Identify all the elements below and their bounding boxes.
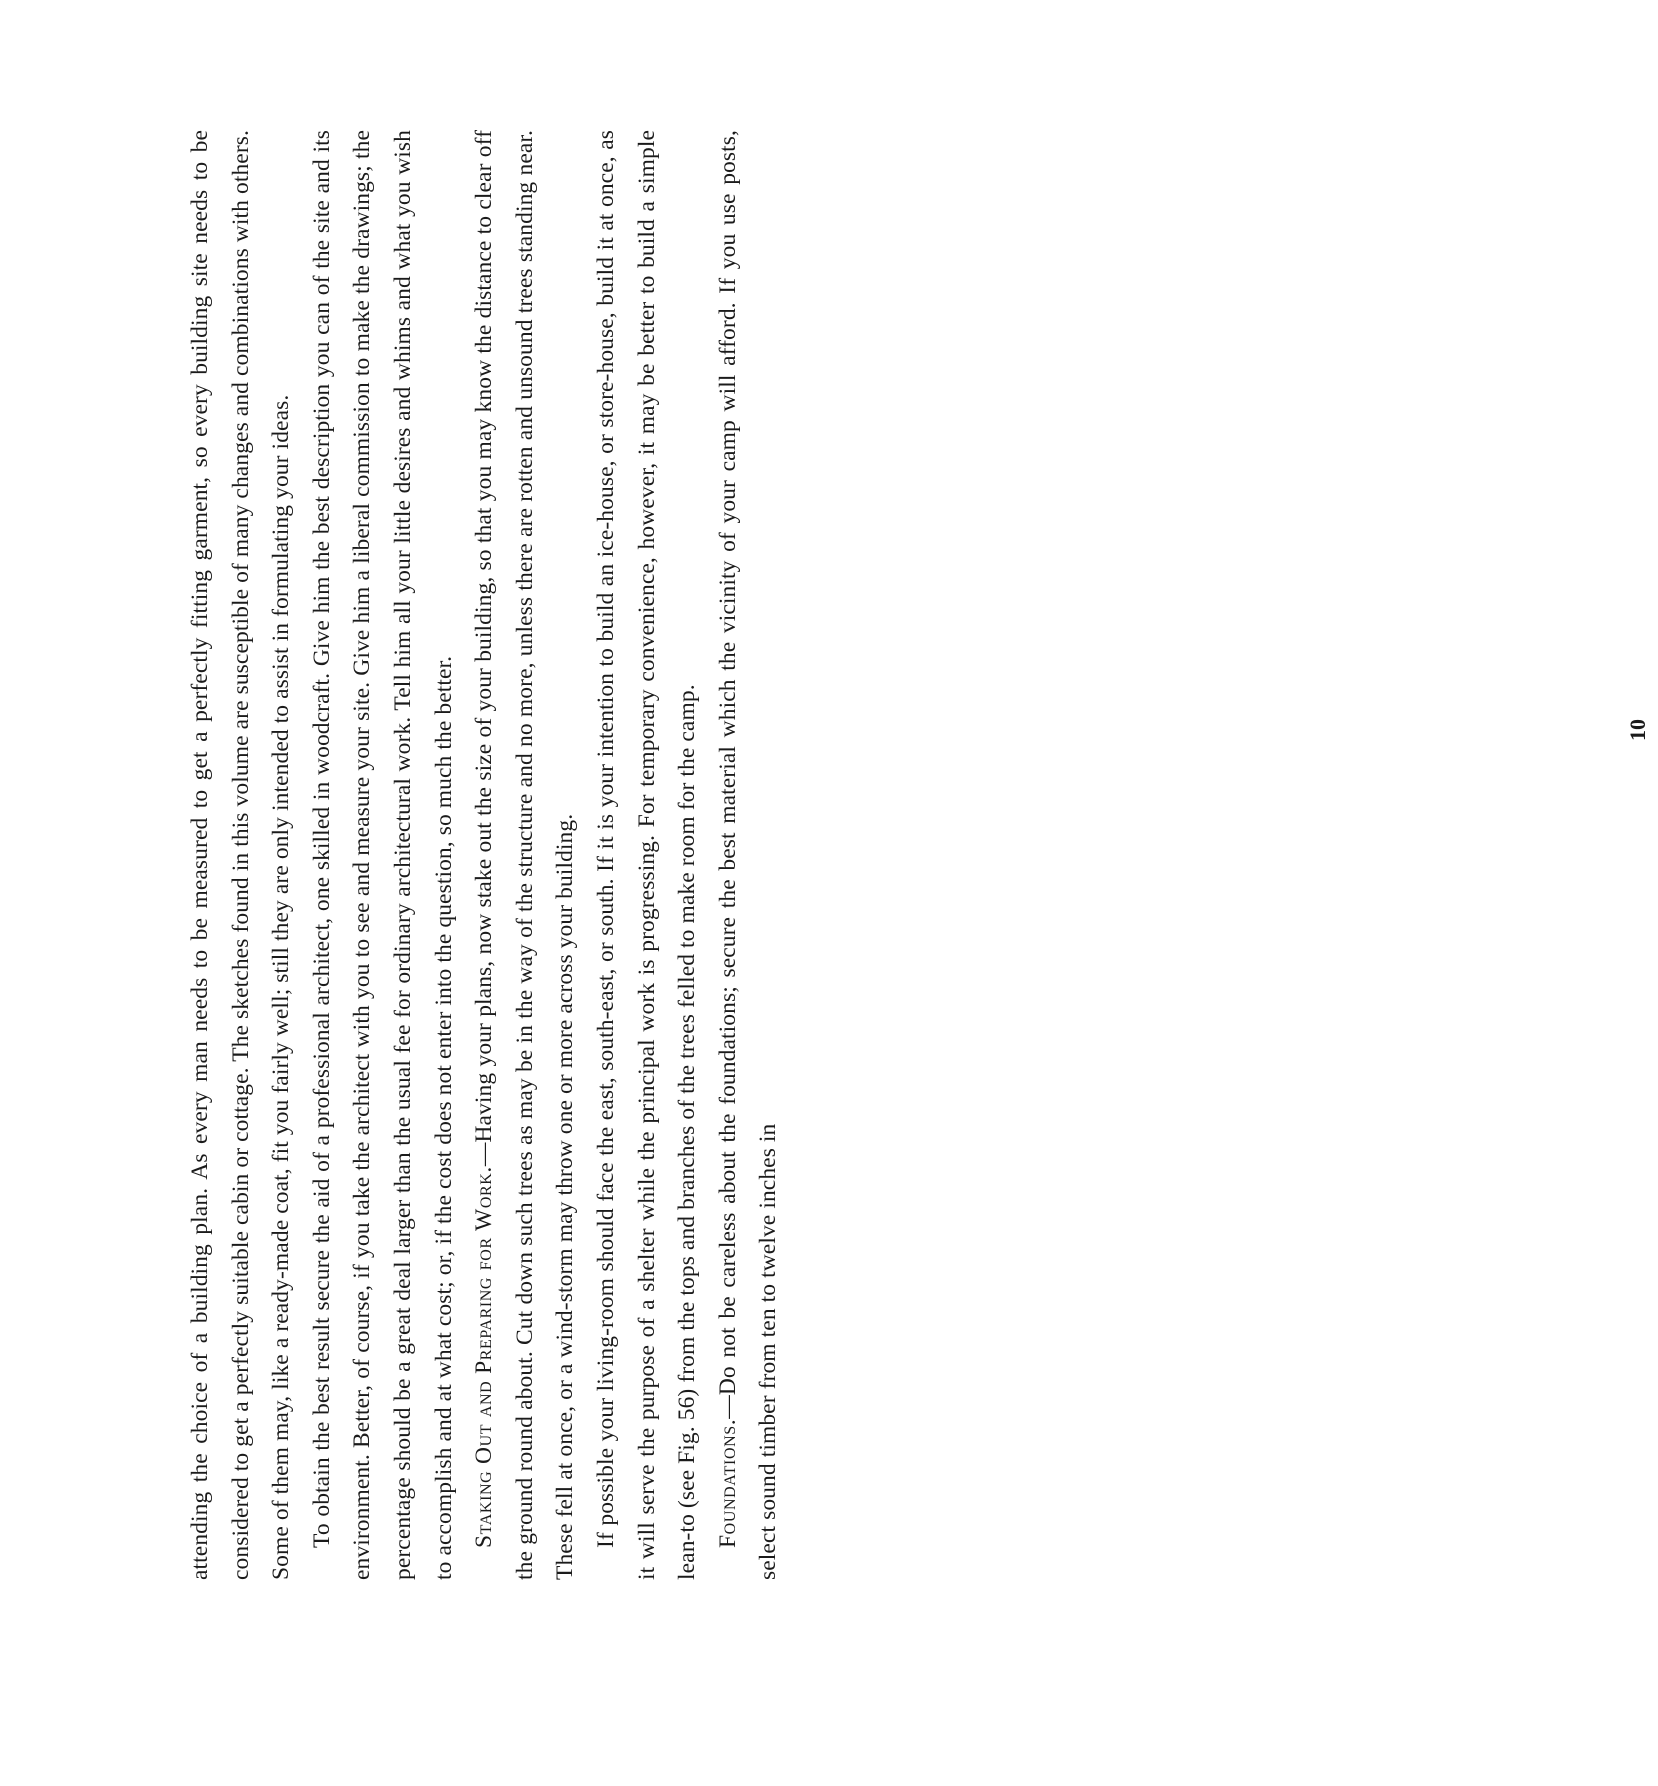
- paragraph-text: —Having your plans, now stake out the size of your building, so that you may know the distance to clear off the ground round about. Cut down such trees as may be in the way of the structure and no more, unless there are rotten and unsound trees standing near. These fell at once, or a wind-storm may throw one or more across your building.: [471, 130, 579, 1580]
- paragraph-text: To obtain the best result secure the aid of a professional architect, one skilled in woodcraft. Give him the best description you can of the site and its environment. Better, of course, if you take the architect with you to see and measure your site. Give him a liberal commission to make the drawings; the percentage should be a great deal larger than the usual fee for ordinary architectural work. Tell him all your little desires and whims and what you wish to accomplish and at what cost; or, if the cost does not enter into the question, so much the better.: [308, 130, 457, 1580]
- paragraph-text: —Do not be careless about the foundations; secure the best material which the vicinity of your camp will afford. If you use posts, select sound timber from ten to twelve inches in: [714, 130, 782, 1580]
- paragraph-building-plan: [180, 130, 302, 1580]
- section-heading-foundations: Foundations.: [714, 1418, 741, 1548]
- rotated-page-area: [180, 130, 1650, 1580]
- body-text: [180, 130, 1140, 1580]
- paragraph-foundations: [708, 130, 789, 1580]
- section-heading-staking-out: Staking Out and Preparing for Work.: [471, 1166, 498, 1548]
- paragraph-professional-architect: [302, 130, 464, 1580]
- paragraph-living-room: [586, 130, 708, 1580]
- paragraph-staking-out: [464, 130, 586, 1580]
- paragraph-text: If possible your living-room should face the east, south-east, or south. If it is your intention to build an ice-house, or store-house, build it at once, as it will serve the purpose of a shelter while the principal work is progressing. For temporary convenience, however, it may be better to build a simple lean-to (see Fig. 56) from the tops and branches of the trees felled to make room for the camp.: [592, 130, 701, 1580]
- paragraph-text: attending the choice of a building plan. As every man needs to be measured to get a perfectly fitting garment, so every building site needs to be considered to get a perfectly suitable cabin or cottage. The sketches found in this volume are susceptible of many changes and combinations with others. Some of them may, like a ready-made coat, fit you fairly well; still they are only intended to assist in formulating your ideas.: [187, 130, 295, 1580]
- page-number: 10: [1625, 719, 1650, 741]
